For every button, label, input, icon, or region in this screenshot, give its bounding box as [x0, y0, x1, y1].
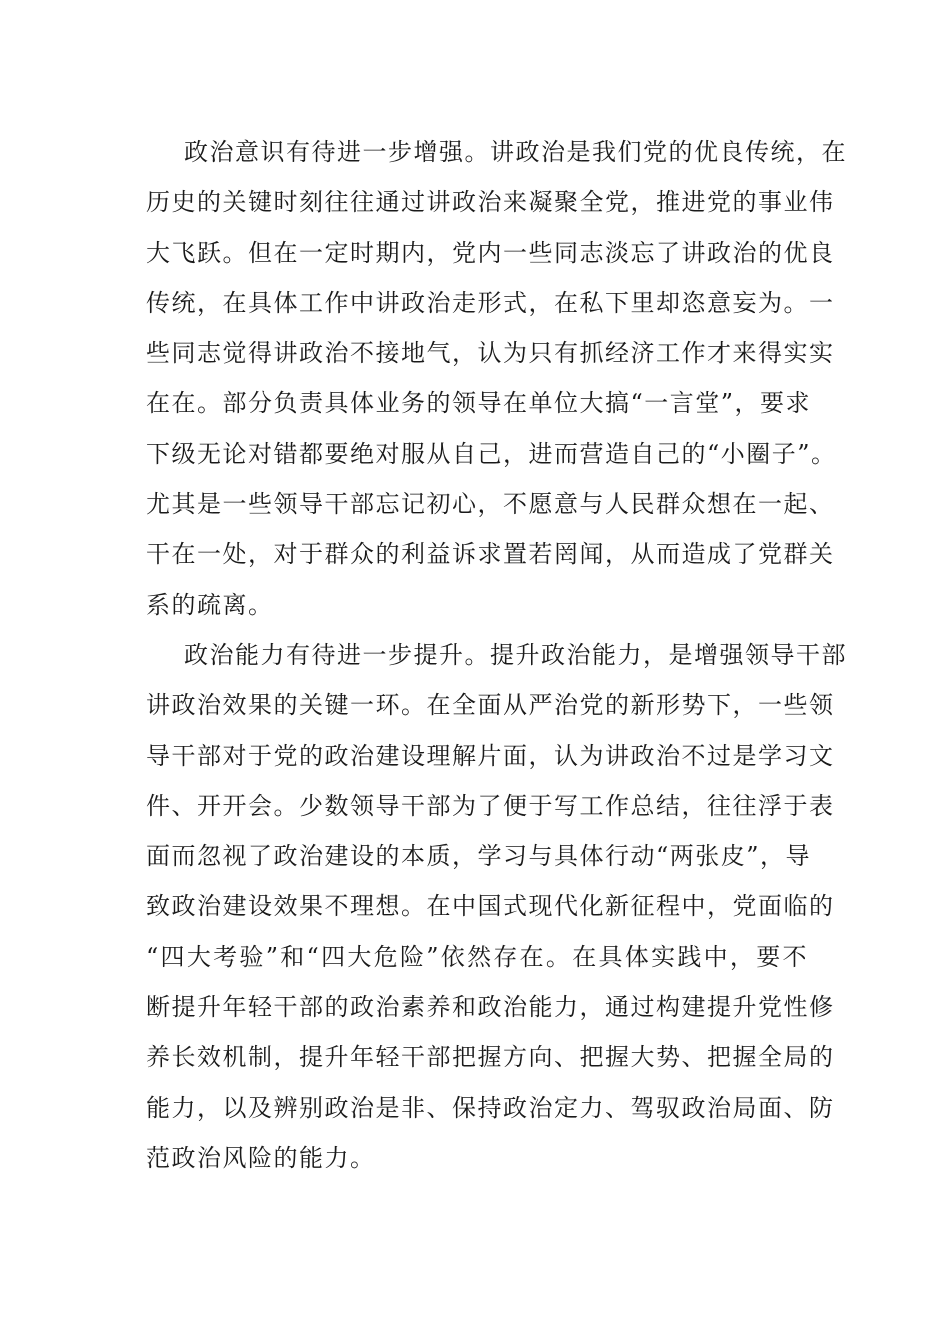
- text-line: 历史的关键时刻往往通过讲政治来凝聚全党，推进党的事业伟: [146, 188, 835, 217]
- text-line: 养长效机制，提升年轻干部把握方向、把握大势、把握全局的: [146, 1043, 835, 1072]
- text-line: 致政治建设效果不理想。在中国式现代化新征程中，党面临的: [146, 892, 835, 921]
- text-line: 面而忽视了政治建设的本质，学习与具体行动“两张皮”，导: [146, 842, 812, 871]
- text-line: 大飞跃。但在一定时期内，党内一些同志淡忘了讲政治的优良: [146, 238, 835, 267]
- paragraph-political-awareness: [146, 127, 847, 630]
- text-line: 讲政治效果的关键一环。在全面从严治党的新形势下，一些领: [146, 691, 835, 720]
- body-text: [146, 127, 847, 1183]
- text-line: 下级无论对错都要绝对服从自己，进而营造自己的“小圈子”。: [146, 439, 837, 468]
- text-line: 在在。部分负责具体业务的领导在单位大搞“一言堂”，要求: [146, 389, 812, 418]
- text-line: 导干部对于党的政治建设理解片面，认为讲政治不过是学习文: [146, 741, 835, 770]
- text-line: 政治意识有待进一步增强。讲政治是我们党的优良传统，在: [184, 138, 847, 166]
- text-line: 干在一处，对于群众的利益诉求置若罔闻，从而造成了党群关: [146, 540, 835, 569]
- text-line: 系的疏离。: [146, 590, 274, 619]
- text-line: 范政治风险的能力。: [146, 1143, 376, 1172]
- text-line: 能力，以及辨别政治是非、保持政治定力、驾驭政治局面、防: [146, 1093, 835, 1122]
- text-line: 件、开开会。少数领导干部为了便于写工作总结，往往浮于表: [146, 791, 835, 820]
- text-line: 政治能力有待进一步提升。提升政治能力，是增强领导干部: [184, 640, 847, 669]
- text-line: 尤其是一些领导干部忘记初心，不愿意与人民群众想在一起、: [146, 490, 835, 519]
- paragraph-political-ability: [146, 630, 847, 1183]
- text-line: 断提升年轻干部的政治素养和政治能力，通过构建提升党性修: [146, 993, 835, 1022]
- text-line: 些同志觉得讲政治不接地气，认为只有抓经济工作才来得实实: [146, 339, 835, 368]
- text-line: “四大考验”和“四大危险”依然存在。在具体实践中，要不: [146, 942, 808, 971]
- text-line: 传统，在具体工作中讲政治走形式，在私下里却恣意妄为。一: [146, 288, 835, 317]
